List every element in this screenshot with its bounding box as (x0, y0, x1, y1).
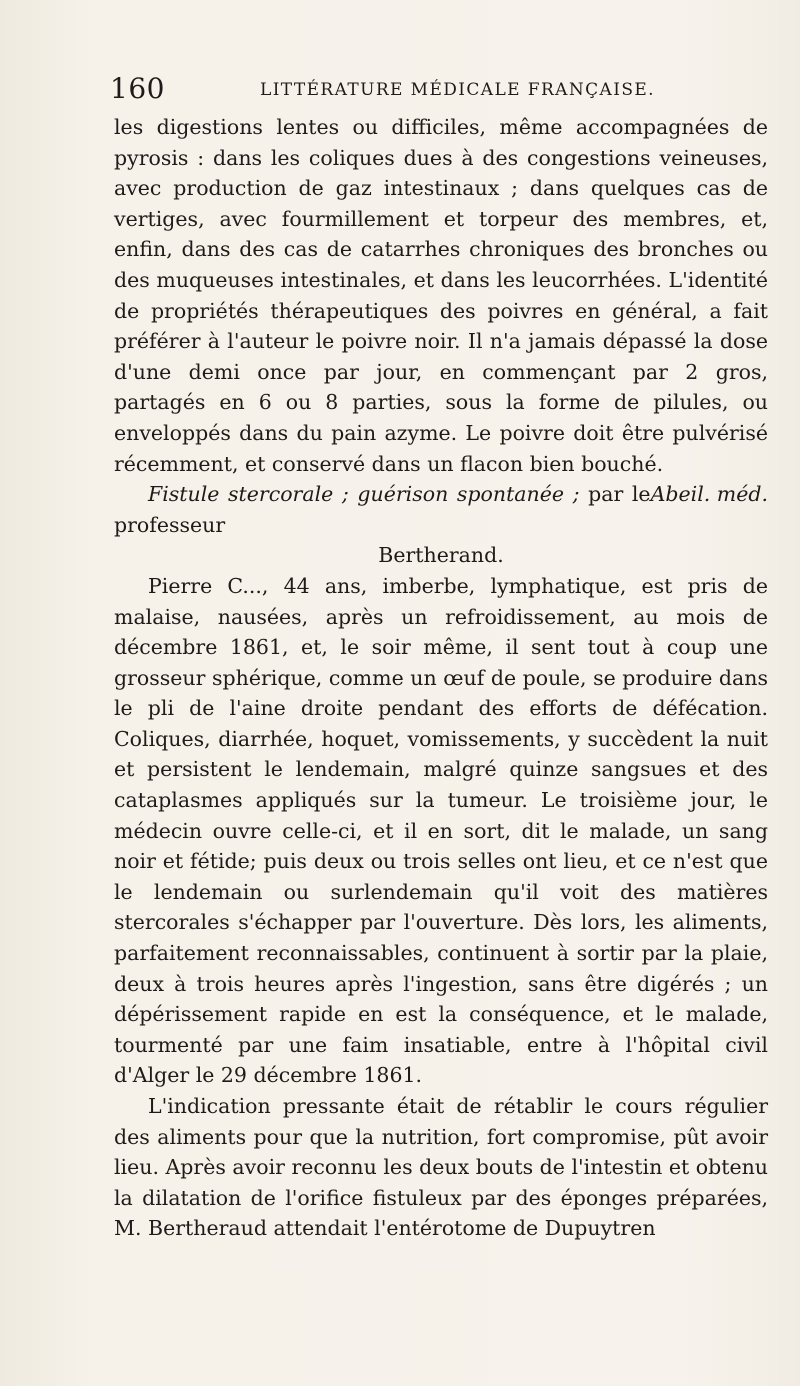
section-title-rest: par le professeur (114, 482, 651, 537)
running-title: LITTÉRATURE MÉDICALE FRANÇAISE. (260, 80, 655, 100)
section-author: Bertherand. (378, 543, 504, 568)
body-text (114, 112, 768, 1244)
section-title-italic: Fistule stercorale ; guérison spontanée ; (148, 482, 580, 507)
paragraph-1-text: les digestions lentes ou difficiles, même accompagnées de pyrosis : dans les coliques dues à des congestions veineuses, avec production de gaz intestinaux ; dans quelques cas de vertiges, avec fourmillement et torpeur des membres, et, enfin, dans des cas de catarrhes chroniques des bronches ou des muqueuses intestinales, et dans les leucorrhées. L'identité de propriétés thérapeutiques des poivres en général, a fait préférer à l'auteur le poivre noir. Il n'a jamais dépassé la dose d'une demi once par jour, en commençant par 2 gros, partagés en 6 ou 8 parties, sous la forme de pilules, ou enveloppés dans du pain azyme. Le poivre doit être pulvérisé récemment, et conservé dans un flacon bien bouché. (114, 115, 768, 476)
page-number: 160 (110, 72, 165, 105)
paragraph-2: Pierre C..., 44 ans, imberbe, lymphatique, est pris de malaise, nausées, après un refroidissement, au mois de décembre 1861, et, le soir même, il sent tout à coup une grosseur sphérique, comme un œuf de poule, se produire dans le pli de l'aine droite pendant des efforts de défécation. Coliques, diarrhée, hoquet, vomissements, y succèdent la nuit et persistent le lendemain, malgré quinze sangsues et des cataplasmes appliqués sur la tumeur. Le troisième jour, le médecin ouvre celle-ci, et il en sort, dit le malade, un sang noir et fétide; puis deux ou trois selles ont lieu, et ce n'est que le lendemain ou surlendemain qu'il voit des matières stercorales s'échapper par l'ouverture. Dès lors, les aliments, parfaitement reconnaissables, continuent à sortir par la plaie, deux à trois heures après l'ingestion, sans être digérés ; un dépérissement rapide en est la conséquence, et le malade, tourmenté par une faim insatiable, entre à l'hôpital civil d'Alger le 29 décembre 1861. (114, 573, 768, 1088)
paragraph-3: L'indication pressante était de rétablir le cours régulier des aliments pour que la nutrition, fort compromise, pût avoir lieu. Après avoir reconnu les deux bouts de l'intestin et obtenu la dilatation de l'orifice fistuleux par des éponges préparées, M. Bertheraud attendait l'entérotome de Dupuytren (114, 1094, 768, 1241)
source-citation: Abeil. méd. (650, 482, 768, 507)
page-header (110, 72, 720, 108)
